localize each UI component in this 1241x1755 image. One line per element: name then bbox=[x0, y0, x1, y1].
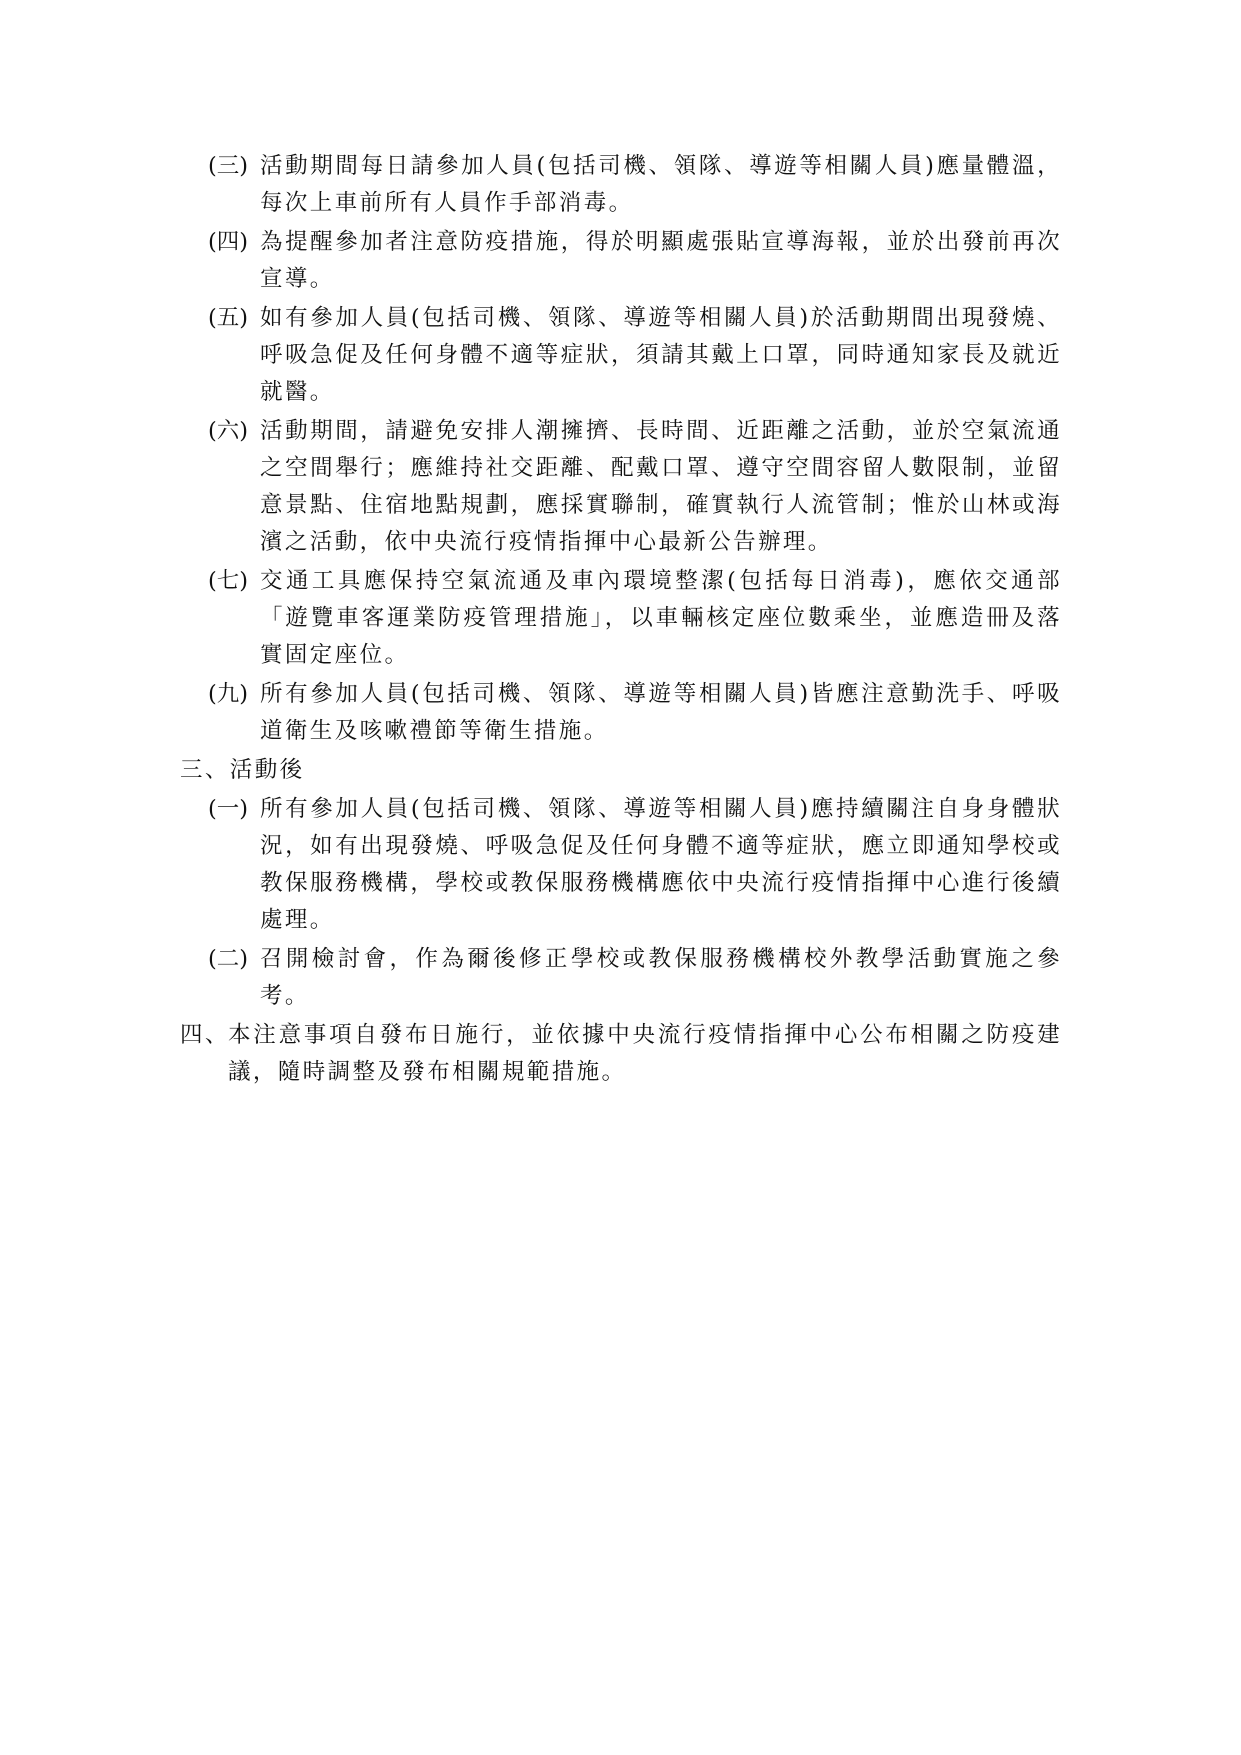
list-item bbox=[190, 148, 1062, 222]
list-item bbox=[190, 676, 1062, 750]
item-text: 為提醒參加者注意防疫措施，得於明顯處張貼宣導海報，並於出發前再次宣導。 bbox=[260, 229, 1062, 292]
list-item bbox=[190, 791, 1062, 939]
item-label: (七) bbox=[208, 568, 249, 594]
section-4 bbox=[180, 1017, 1062, 1091]
item-label: (五) bbox=[208, 305, 249, 331]
item-text: 交通工具應保持空氣流通及車內環境整潔(包括每日消毒)，應依交通部「遊覽車客運業防疫管理措施」，以車輛核定座位數乘坐，並應造冊及落實固定座位。 bbox=[260, 568, 1062, 668]
item-label: (四) bbox=[208, 229, 249, 255]
list-item bbox=[190, 413, 1062, 561]
item-label: (六) bbox=[208, 418, 249, 444]
item-text: 召開檢討會，作為爾後修正學校或教保服務機構校外教學活動實施之參考。 bbox=[260, 946, 1062, 1009]
list-item bbox=[190, 300, 1062, 411]
item-text: 如有參加人員(包括司機、領隊、導遊等相關人員)於活動期間出現發燒、呼吸急促及任何身體不適等症狀，須請其戴上口罩，同時通知家長及就近就醫。 bbox=[260, 305, 1062, 405]
item-label: (九) bbox=[208, 681, 249, 707]
section-3-heading: 三、活動後 bbox=[180, 757, 305, 783]
document-body bbox=[180, 148, 1062, 1093]
item-label: (一) bbox=[208, 796, 249, 822]
list-item bbox=[190, 941, 1062, 1015]
item-label: (二) bbox=[208, 946, 249, 972]
item-text: 活動期間每日請參加人員(包括司機、領隊、導遊等相關人員)應量體溫，每次上車前所有人員作手部消毒。 bbox=[260, 153, 1062, 216]
section-4-text: 本注意事項自發布日施行，並依據中央流行疫情指揮中心公布相關之防疫建議，隨時調整及發布相關規範措施。 bbox=[228, 1022, 1062, 1085]
item-text: 所有參加人員(包括司機、領隊、導遊等相關人員)皆應注意勤洗手、呼吸道衛生及咳嗽禮節等衛生措施。 bbox=[260, 681, 1062, 744]
list-item bbox=[190, 563, 1062, 674]
item-label: (三) bbox=[208, 153, 249, 179]
section-4-label: 四、 bbox=[180, 1022, 230, 1048]
list-item bbox=[190, 224, 1062, 298]
item-text: 活動期間，請避免安排人潮擁擠、長時間、近距離之活動，並於空氣流通之空間舉行；應維持社交距離、配戴口罩、遵守空間容留人數限制，並留意景點、住宿地點規劃，應採實聯制，確實執行人流管制；惟於山林或海濱之活動，依中央流行疫情指揮中心最新公告辦理。 bbox=[260, 418, 1062, 555]
item-text: 所有參加人員(包括司機、領隊、導遊等相關人員)應持續關注自身身體狀況，如有出現發燒、呼吸急促及任何身體不適等症狀，應立即通知學校或教保服務機構，學校或教保服務機構應依中央流行疫情指揮中心進行後續處理。 bbox=[260, 796, 1062, 933]
section-heading bbox=[180, 752, 1062, 789]
